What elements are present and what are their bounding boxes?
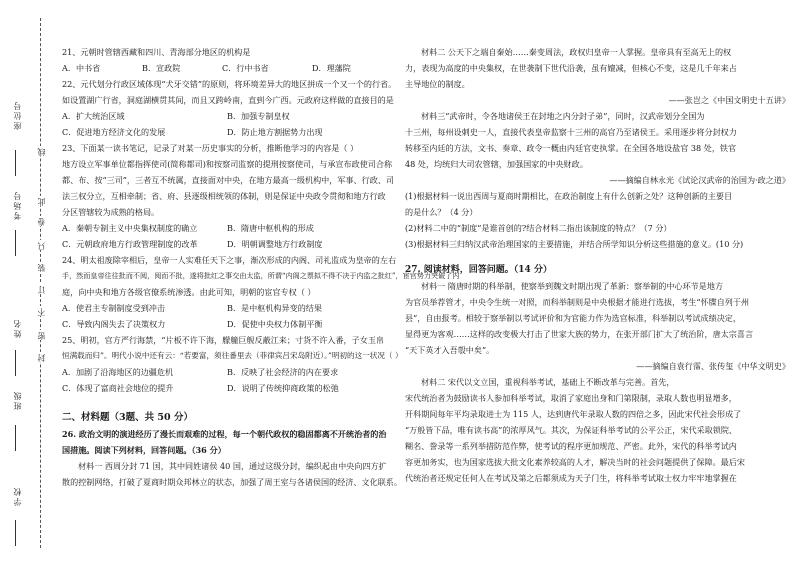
- q27-material-2-line: 开科期间每年平均录取进士为 115 人，达到唐代年录取人数的四倍之多，因此宋代社会形成了: [405, 409, 742, 419]
- q26-material-3-line: 转移至内廷的方法，文书、奏章、政令一概由内廷官吏执掌。在全国各地设盐官 38 处，铁官: [405, 143, 737, 153]
- q25-options-row1: [62, 364, 392, 380]
- q25-option-b[interactable]: B．反映了社会经济的内在要求: [227, 367, 339, 377]
- q26-material-1-cont: 散的控制网络，打破了夏商时期众邦林立的状态，加强了周王室与各诸侯国的经济、文化联系。: [62, 477, 402, 487]
- q25-options-row2: [62, 380, 392, 396]
- q26-material-1: 材料一 西周分封 71 国，其中同姓诸侯 40 国，通过这级分封，编织起由中央向四方扩: [78, 461, 387, 471]
- q27-material-2-line: 容更加务实，也为国家选拔大批文化素养较高的人才，解决当时的社会问题提供了保障。最后宋: [405, 457, 745, 467]
- q21-options: [62, 60, 392, 76]
- q26-material-3-line: 48 处，均统归大司农管辖，加强国家的中央财政。: [405, 159, 588, 169]
- q27-title: 27. 阅读材料，回答问题。（14 分）: [405, 265, 552, 275]
- q26-subquestion-1-cont: 的是什么？（4 分）: [405, 207, 478, 217]
- q24-line: 庭，向中央和地方各级官僚系统渗透。由此可知，明朝的宦官专权（ ）: [62, 287, 316, 297]
- q27-material-1-source: ——摘编自袁行霈、张传玺《中华文明史》: [636, 361, 790, 371]
- q26-line: 26. 政治文明的演进经历了漫长而艰难的过程，每一个朝代政权的稳固都离不开统治者的治: [62, 429, 387, 439]
- q23-line: 都、布、按“三司”，三者互不统属，直接面对中央，在地方最高一级机构中，军事、行政、司: [62, 175, 395, 185]
- seal-mark-7: 密: [37, 330, 46, 340]
- q22-option-c[interactable]: C．促进地方经济文化的发展: [62, 127, 166, 137]
- q27-material-1-line: 显得更为客观……这样的改变极大打击了世家大族的势力，在张开部门扩大了统治阶，唐太宗喜言: [405, 329, 754, 339]
- q26-material-2-line: 主导地位的制度。: [405, 79, 470, 89]
- q23-options-row2: [62, 236, 392, 252]
- q26-material-3-source: ——摘编自林永光《试论汉武帝的治国为·政之道》: [609, 175, 790, 185]
- seal-mark-8: 封: [37, 352, 46, 362]
- q24-options-row2: [62, 316, 392, 332]
- q26-material-2-line: 力，表现为高度的中央集权，在世袭制下世代沿袭，虽有嬗减，但核心不变，这是几千年来占: [405, 63, 737, 73]
- seal-mark-5: 订: [37, 284, 46, 294]
- name-label: 姓名: [13, 318, 22, 338]
- q27-material-2-line: 宋代统治者为鼓励读书人参加科举考试，取消了家庭出身和门第限制，录取人数也明显增多，: [405, 393, 737, 403]
- q24-line: 24、明太祖废除宰相后，皇帝一人实难任天下之事，渐次形成的内阁、司礼监成为皇帝的左右: [62, 255, 397, 265]
- q27-material-1-line: 为官员举荐管才，中央令生统一对照，而科举制则是中央根据才能进行选拔，考生“怀牒自列于州: [405, 297, 750, 307]
- q22-options-row1: [62, 108, 392, 124]
- q26-material-3-line: 十三州，每州设刺史一人，直接代表皇帝监察十三州的高官乃至诸侯王。采用逐步将分封权力: [405, 127, 737, 137]
- q24-line: 手，然而皇帝往往批而不阅，阅而不批，遂将批红之事交由太监，所谓“内阁之票拟不得不决于内监之批红”，宦官势力突破了内: [62, 271, 460, 280]
- class-label: 班级: [13, 390, 22, 410]
- exam-room-label: 考场号: [13, 190, 22, 220]
- q24-option-b[interactable]: B．是中枢机构异变的结果: [227, 303, 322, 313]
- q22-option-b[interactable]: B．加强专制皇权: [227, 111, 290, 121]
- q27-material-2-line: 代统治者还规定任何人在考试及第之后都须成为天子门生，将科举考试取士权力牢牢地掌握在: [405, 473, 737, 483]
- q24-option-d[interactable]: D．促使中央权力体制平衡: [227, 319, 323, 329]
- q26-line: 国措施。阅读下列材料，回答问题。（36 分）: [62, 445, 226, 455]
- q23-options-row1: [62, 220, 392, 236]
- q21-option-a[interactable]: A．中书省: [62, 63, 101, 73]
- q23-line: 23、下面某一读书笔记，记录了对某一历史事实的分析，推断他学习的内容是（ ）: [62, 143, 359, 153]
- q21-option-d[interactable]: D．理藩院: [312, 63, 351, 73]
- q23-line: 地方设立军事单位都指挥使司(简称都司)和按察司监察的提刑按察使司，与承宣布政使司合称: [62, 159, 393, 169]
- q22-line: 22、元代划分行政区域体现“犬牙交错”的原则，将环境差异大的地区拼成一个又一个的行省。: [62, 79, 397, 89]
- q21-option-c[interactable]: C．行中书省: [222, 63, 269, 73]
- q22-option-d[interactable]: D．防止地方割据势力出现: [227, 127, 323, 137]
- q26-material-2-line: 材料二 公天下之端自秦始……秦变周法，政权归皇帝一人掌握。皇帝具有至高无上的权: [421, 47, 732, 57]
- q26-material-3-line: 材料三“武帝时，令各地诸侯王在封地之内分封子弟”，同时，汉武帝划分全国为: [421, 111, 705, 121]
- q23-option-d[interactable]: D．明朝调整地方行政制度: [227, 239, 323, 249]
- binding-margin: [0, 0, 56, 566]
- section-2-heading: 二、材料题（3题、共 50 分）: [62, 412, 193, 423]
- q22-line: 如设置湖广行省，洞庭湖横贯其间，而且又跨岭南，直到今广西。元政府这样做的直接目的是: [62, 95, 394, 105]
- seal-mark-1: 此: [37, 196, 46, 206]
- seat-blank[interactable]: [15, 150, 16, 176]
- q27-material-2-line: 材料二 宋代以文立国，重视科举考试，基础上不断改革与完善。首先，: [421, 377, 675, 387]
- q26-material-2-source: ——张岂之《中国文明史十五讲》: [668, 95, 790, 105]
- q27-material-1-line: 材料一 隋唐时期的科举制，使察举到魏文时期出现了革新：察举制的中心环节是地方: [421, 281, 724, 291]
- seal-mark-4: 装: [37, 262, 46, 272]
- q27-material-1-line: “天下英才入吾彀中矣”。: [405, 345, 495, 355]
- name-blank[interactable]: [15, 350, 16, 376]
- seal-line-mark: 线: [37, 146, 46, 156]
- q22-options-row2: [62, 124, 392, 140]
- q25-option-a[interactable]: A．加剧了沿海地区的边疆危机: [62, 367, 174, 377]
- seal-mark-6: 不: [37, 306, 46, 316]
- q25-line: 25、明初，官方严行海禁，“片板不许下海，艨艟巨舰反蔽江来；寸货不许入番，子女玉帛: [62, 335, 385, 345]
- seal-mark-2: 卷: [37, 216, 46, 226]
- q24-options-row1: [62, 300, 392, 316]
- right-column: [405, 44, 790, 486]
- exam-room-blank[interactable]: [15, 230, 16, 256]
- q21-option-b[interactable]: B．宣政院: [142, 63, 181, 73]
- q26-subquestion-2: (2)材料二中的“制度”是谁首创的?结合材料二指出该制度的特点？（7 分）: [405, 223, 672, 233]
- seal-mark-3: 只: [37, 240, 46, 250]
- q26-subquestion-1: (1)根据材料一说出西周与夏商时期相比，在政治制度上有什么创新之处？这种创新的主要目: [405, 191, 733, 201]
- q22-option-a[interactable]: A．扩大统治区域: [62, 111, 125, 121]
- class-blank[interactable]: [15, 425, 16, 451]
- q24-option-a[interactable]: A．使君主专制制度受到冲击: [62, 303, 165, 313]
- q25-line: 恒满载而归”。明代小说中还有云：“若要富，须往番里去（菲律宾吕宋岛附近）。”明初的这一状况（ ）: [62, 351, 403, 360]
- q24-option-c[interactable]: C．导致内阁失去了决策权力: [62, 319, 166, 329]
- q27-material-2-line: “万般皆下品，唯有读书高”的浓厚风气。其次，为保证科举考试的公平公正，宋代采取锁院、: [405, 425, 738, 435]
- seal-line: [40, 18, 41, 548]
- q25-option-c[interactable]: C．体现了富商社会地位的提升: [62, 383, 174, 393]
- q23-line: 法三权分立，互相牵制；省、府、县逐级相统领的体制，则是保证中央政令贯彻和地方行政: [62, 191, 386, 201]
- q27-material-2-line: 糊名、誊录等一系列举措防范作弊，使考试的程序更加规范、严密。此外，宋代的科举考试内: [405, 441, 737, 451]
- q26-subquestion-3: (3)根据材料三归纳汉武帝治理国家的主要措施，并结合所学知识分析这些措施的意义。(10 分): [405, 239, 744, 249]
- q23-option-b[interactable]: B．隋唐中枢机构的形成: [227, 223, 314, 233]
- q25-option-d[interactable]: D．说明了传统抑商政策的松弛: [227, 383, 339, 393]
- school-label: 学校: [13, 486, 22, 506]
- q21-stem: 21、元朝时管辖西藏和四川、青海部分地区的机构是: [62, 47, 251, 57]
- q27-material-1-line: 县”，自由报考。相较于察举制以考试评价和为官能力作为选官标准，科举制以考试成绩决定，: [405, 313, 741, 323]
- school-blank[interactable]: [15, 520, 16, 546]
- q23-option-a[interactable]: A．秦朝专制主义中央集权制度的确立: [62, 223, 198, 233]
- q23-option-c[interactable]: C．元朝政府地方行政管理制度的改革: [62, 239, 198, 249]
- seat-label: 座位号: [13, 100, 22, 130]
- q23-line: 分区管辖较为成熟的格局。: [62, 207, 160, 217]
